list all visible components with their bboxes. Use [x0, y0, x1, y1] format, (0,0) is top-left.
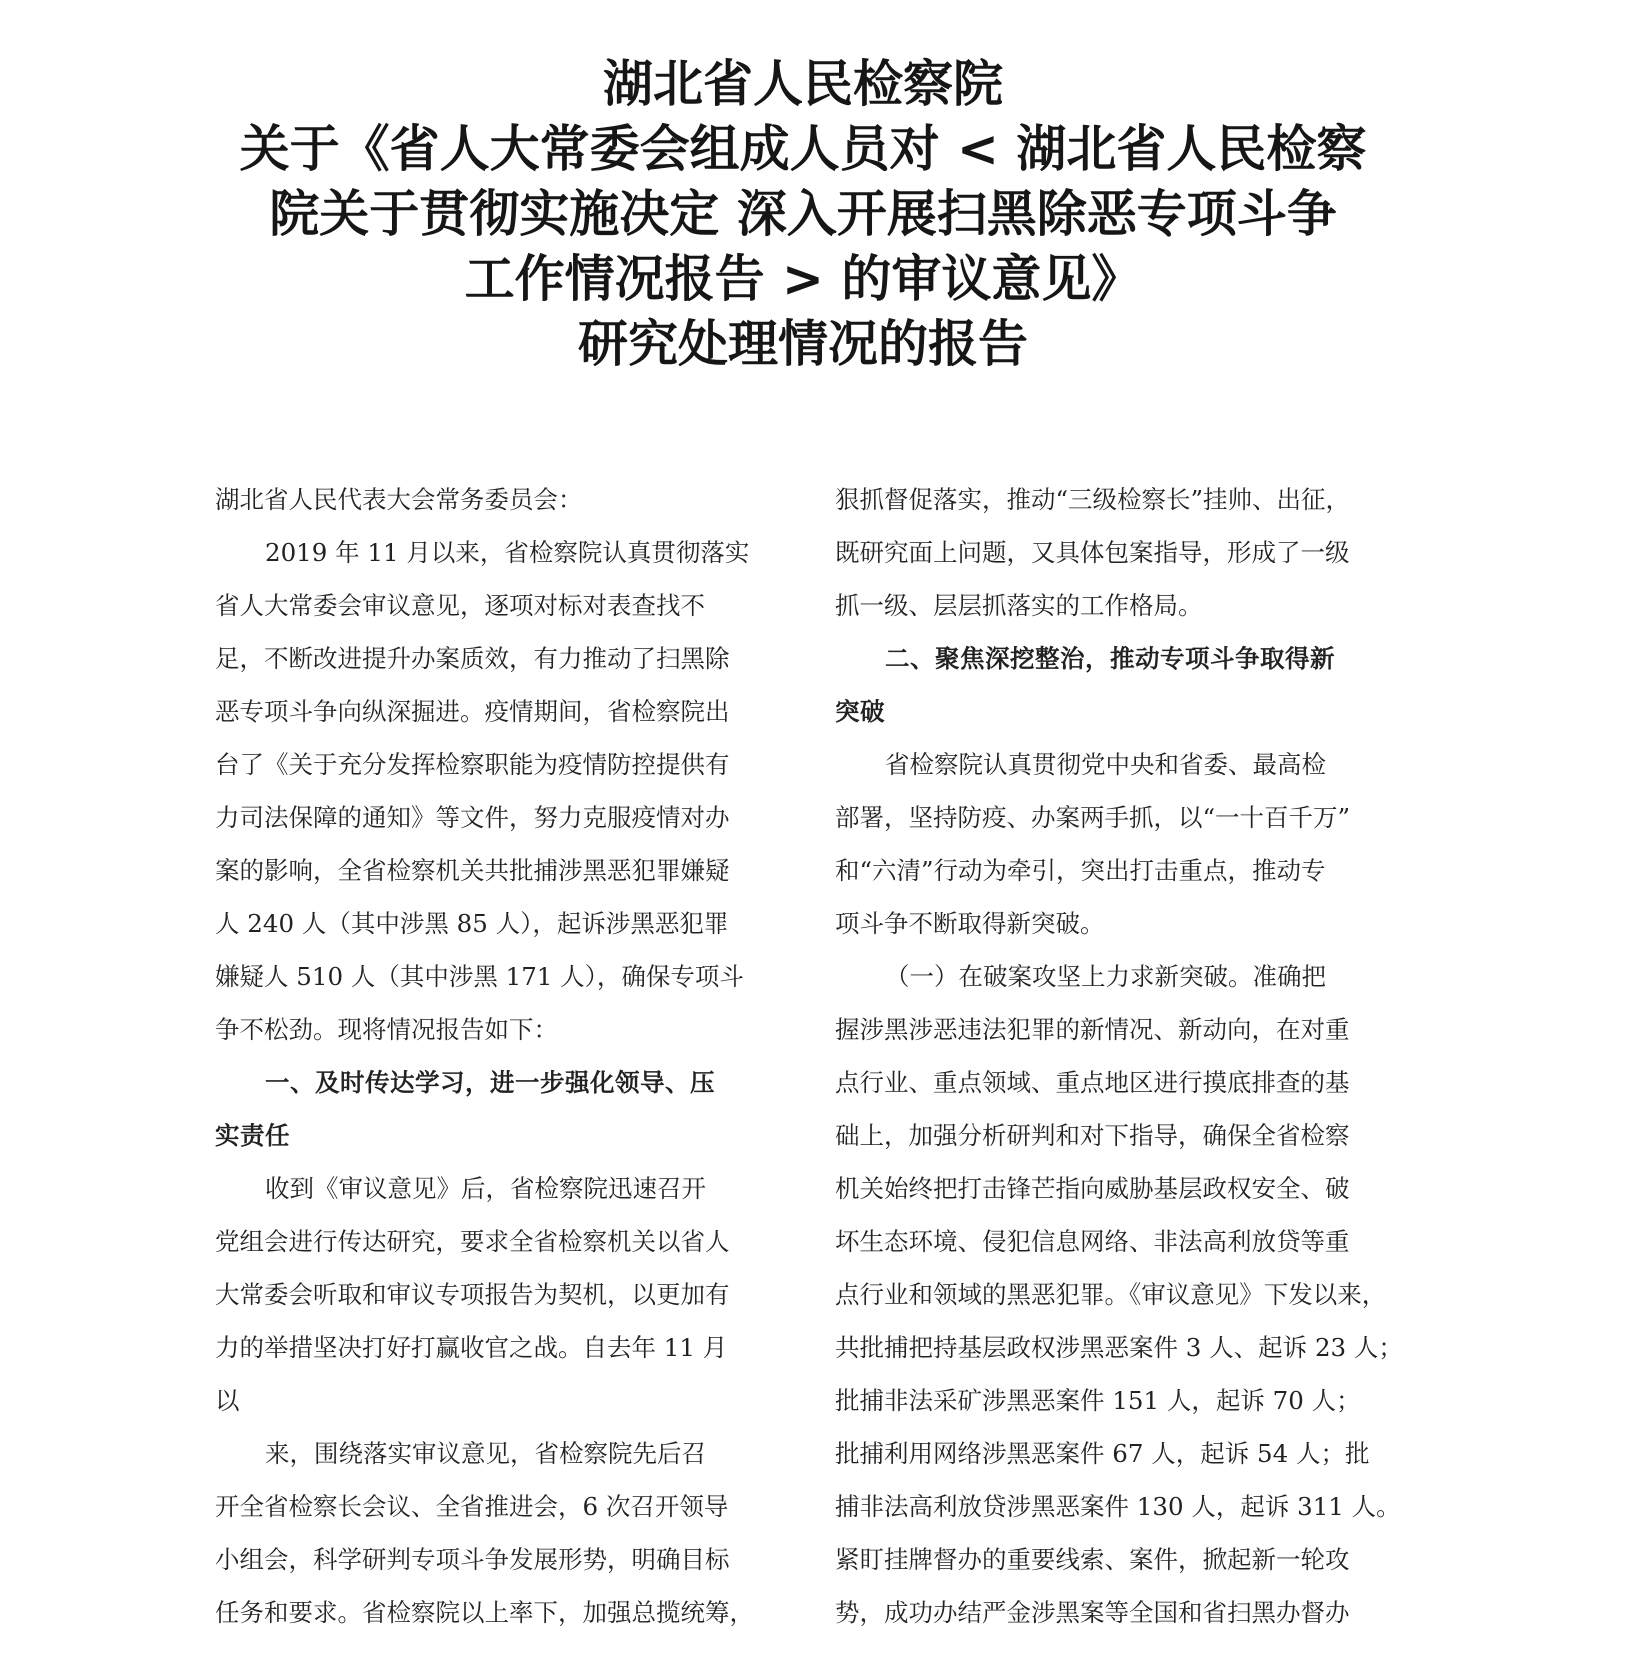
document-title: [200, 52, 1406, 377]
body-left-column: [215, 473, 777, 1639]
body-text-line: 2019 年 11 月以来，省检察院认真贯彻落实: [265, 538, 750, 567]
title-line: 关于《省人大常委会组成人员对 < 湖北省人民检察: [239, 120, 1367, 178]
body-text-line: 省人大常委会审议意见，逐项对标对表查找不: [215, 591, 705, 620]
body-text-line: 坏生态环境、侵犯信息网络、非法高利放贷等重: [835, 1227, 1350, 1256]
body-text-line: 嫌疑人 510 人（其中涉黑 171 人），确保专项斗: [215, 962, 744, 991]
body-text-line: 来，围绕落实审议意见，省检察院先后召: [265, 1439, 706, 1468]
body-text-line: 力的举措坚决打好打赢收官之战。自去年 11 月: [215, 1333, 728, 1362]
body-text-line: 批捕非法采矿涉黑恶案件 151 人，起诉 70 人；: [835, 1386, 1361, 1415]
body-text-line: 批捕利用网络涉黑恶案件 67 人，起诉 54 人；批: [835, 1439, 1370, 1468]
title-line: 湖北省人民检察院: [603, 55, 1003, 113]
section-heading-line: 实责任: [215, 1121, 290, 1150]
body-text-line: 捕非法高利放贷涉黑恶案件 130 人，起诉 311 人。: [835, 1492, 1401, 1521]
body-text-line: 案的影响，全省检察机关共批捕涉黑恶犯罪嫌疑: [215, 856, 730, 885]
body-text-line: 恶专项斗争向纵深掘进。疫情期间，省检察院出: [215, 697, 730, 726]
body-text-line: 既研究面上问题，又具体包案指导，形成了一级: [835, 538, 1350, 567]
title-line: 工作情况报告 > 的审议意见》: [464, 250, 1142, 308]
title-line: 研究处理情况的报告: [578, 315, 1028, 373]
body-text-line: 收到《审议意见》后，省检察院迅速召开: [265, 1174, 706, 1203]
body-text-line: 紧盯挂牌督办的重要线索、案件，掀起新一轮攻: [835, 1545, 1350, 1574]
body-right-column: [835, 473, 1403, 1639]
body-text-line: 和“六清”行动为牵引，突出打击重点，推动专: [835, 856, 1326, 885]
body-text-line: 力司法保障的通知》等文件，努力克服疫情对办: [215, 803, 730, 832]
body-text-line: 部署，坚持防疫、办案两手抓，以“一十百千万”: [835, 803, 1351, 832]
section-heading-line: 二、聚焦深挖整治，推动专项斗争取得新: [885, 644, 1335, 673]
body-text-line: 湖北省人民代表大会常务委员会：: [215, 485, 583, 514]
body-text-line: 项斗争不断取得新突破。: [835, 909, 1105, 938]
body-text-line: 点行业和领域的黑恶犯罪。《审议意见》下发以来，: [835, 1280, 1387, 1309]
body-text-line: 争不松劲。现将情况报告如下：: [215, 1015, 558, 1044]
body-text-line: 开全省检察长会议、全省推进会，6 次召开领导: [215, 1492, 729, 1521]
body-text-line: 础上，加强分析研判和对下指导，确保全省检察: [835, 1121, 1350, 1150]
body-text-line: 共批捕把持基层政权涉黑恶案件 3 人、起诉 23 人；: [835, 1333, 1403, 1362]
body-text-line: 点行业、重点领域、重点地区进行摸底排查的基: [835, 1068, 1350, 1097]
body-text-line: 握涉黑涉恶违法犯罪的新情况、新动向，在对重: [835, 1015, 1350, 1044]
body-text-line: 足，不断改进提升办案质效，有力推动了扫黑除: [215, 644, 730, 673]
body-text-line: 抓一级、层层抓落实的工作格局。: [835, 591, 1203, 620]
body-text-line: 任务和要求。省检察院以上率下，加强总揽统筹，: [215, 1598, 754, 1627]
title-line: 院关于贯彻实施决定 深入开展扫黑除恶专项斗争: [269, 185, 1337, 243]
body-text-line: 党组会进行传达研究，要求全省检察机关以省人: [215, 1227, 730, 1256]
body-text-line: 台了《关于充分发挥检察职能为疫情防控提供有: [215, 750, 730, 779]
body-text-line: 机关始终把打击锋芒指向威胁基层政权安全、破: [835, 1174, 1350, 1203]
body-text-line: 以: [215, 1386, 240, 1415]
section-heading-line: 突破: [835, 697, 885, 726]
body-text-line: （一）在破案攻坚上力求新突破。准确把: [885, 962, 1326, 991]
body-text-line: 省检察院认真贯彻党中央和省委、最高检: [885, 750, 1326, 779]
body-text-line: 人 240 人（其中涉黑 85 人），起诉涉黑恶犯罪: [215, 909, 729, 938]
body-text-line: 势，成功办结严金涉黑案等全国和省扫黑办督办: [835, 1598, 1350, 1627]
body-text-line: 大常委会听取和审议专项报告为契机，以更加有: [215, 1280, 730, 1309]
section-heading-line: 一、及时传达学习，进一步强化领导、压: [265, 1068, 715, 1097]
body-text-line: 小组会，科学研判专项斗争发展形势，明确目标: [215, 1545, 730, 1574]
body-text-line: 狠抓督促落实，推动“三级检察长”挂帅、出征，: [835, 485, 1351, 514]
